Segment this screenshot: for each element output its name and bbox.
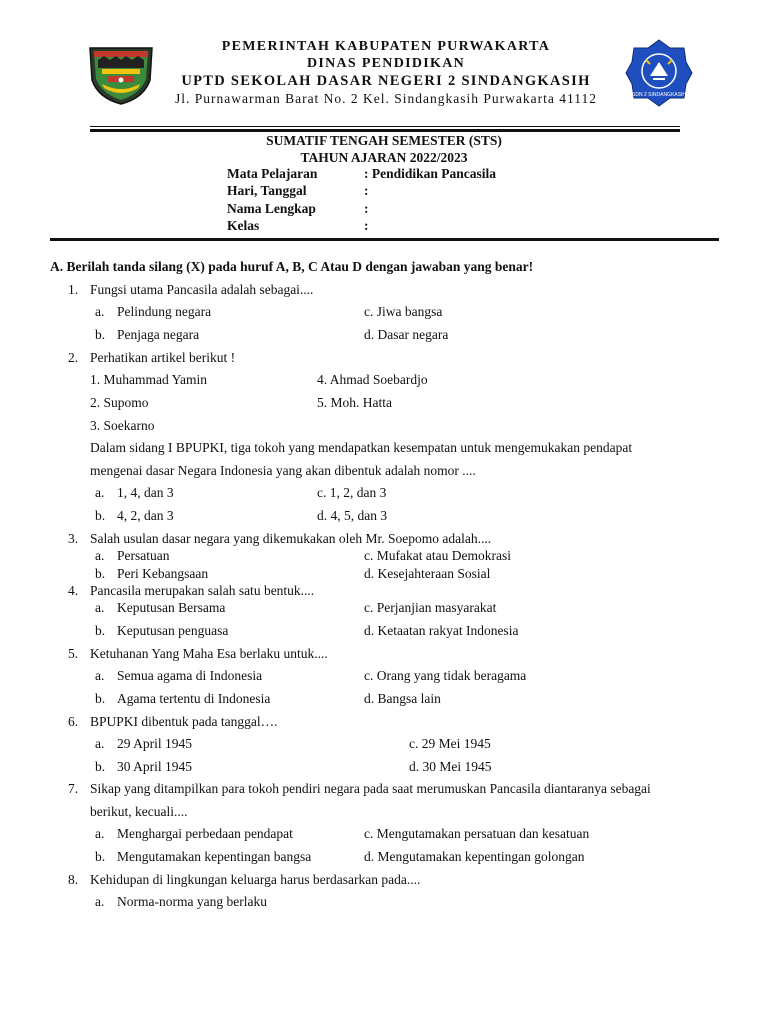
option-text: d. Kesejahteraan Sosial [364, 566, 491, 581]
option-text: Pelindung negara [117, 304, 212, 319]
letterhead-divider-thin [90, 126, 680, 127]
sdn2-sindangkasih-logo [624, 38, 694, 108]
field-value-date: : [364, 183, 369, 198]
question-text: Pancasila merupakan salah satu bentuk.... [90, 583, 315, 598]
option-text: Peri Kebangsaan [117, 566, 209, 581]
question-number: 3. [68, 531, 79, 546]
option-letter: b. [95, 623, 106, 638]
letterhead-school: UPTD SEKOLAH DASAR NEGERI 2 SINDANGKASIH [181, 73, 591, 89]
exam-title: SUMATIF TENGAH SEMESTER (STS) [266, 133, 502, 148]
option-text: c. Mufakat atau Demokrasi [364, 548, 511, 563]
field-label-date: Hari, Tanggal [227, 183, 307, 198]
question-text: Kehidupan di lingkungan keluarga harus berdasarkan pada.... [90, 872, 421, 887]
section-a-heading: A. Berilah tanda silang (X) pada huruf A, B, C Atau D dengan jawaban yang benar! [50, 259, 534, 274]
field-value-class: : [364, 218, 369, 233]
field-label-subject: Mata Pelajaran [227, 166, 318, 181]
option-letter: b. [95, 508, 106, 523]
option-text: Norma-norma yang berlaku [117, 894, 267, 909]
option-letter: b. [95, 691, 106, 706]
option-text: 4, 2, dan 3 [117, 508, 174, 523]
exam-year: TAHUN AJARAN 2022/2023 [300, 150, 468, 165]
option-text: d. 4, 5, dan 3 [317, 508, 388, 523]
option-letter: b. [95, 849, 106, 864]
question-text: BPUPKI dibentuk pada tanggal…. [90, 714, 278, 729]
option-text: Agama tertentu di Indonesia [117, 691, 271, 706]
option-text: Mengutamakan kepentingan bangsa [117, 849, 312, 864]
letterhead-government: PEMERINTAH KABUPATEN PURWAKARTA [221, 39, 551, 54]
option-text: 30 April 1945 [117, 759, 193, 774]
logo-right-text: SDN 2 SINDANGKASIH [632, 92, 686, 98]
question-text: Ketuhanan Yang Maha Esa berlaku untuk.... [90, 646, 328, 661]
option-text: Keputusan penguasa [117, 623, 229, 638]
option-letter: a. [95, 485, 105, 500]
field-label-class: Kelas [227, 218, 260, 233]
option-letter: b. [95, 566, 106, 581]
list-item: 2. Supomo [90, 395, 149, 410]
option-text: c. Jiwa bangsa [364, 304, 443, 319]
list-item: 4. Ahmad Soebardjo [317, 372, 428, 387]
option-text: 1, 4, dan 3 [117, 485, 174, 500]
question-number: 4. [68, 583, 79, 598]
letterhead-address: Jl. Purnawarman Barat No. 2 Kel. Sindangkasih Purwakarta 41112 [174, 91, 598, 106]
list-item: 3. Soekarno [90, 418, 155, 433]
question-text: berikut, kecuali.... [90, 804, 188, 819]
option-letter: a. [95, 600, 105, 615]
option-letter: a. [95, 736, 105, 751]
field-label-name: Nama Lengkap [227, 201, 316, 216]
option-text: d. Bangsa lain [364, 691, 441, 706]
letterhead-department: DINAS PENDIDIKAN [306, 56, 466, 71]
option-letter: a. [95, 894, 105, 909]
question-text: Fungsi utama Pancasila adalah sebagai.... [90, 282, 314, 297]
question-number: 8. [68, 872, 79, 887]
option-text: c. Perjanjian masyarakat [364, 600, 497, 615]
option-text: 29 April 1945 [117, 736, 193, 751]
field-value-name: : [364, 201, 369, 216]
option-text: Semua agama di Indonesia [117, 668, 263, 683]
option-text: Keputusan Bersama [117, 600, 226, 615]
option-text: d. Mengutamakan kepentingan golongan [364, 849, 585, 864]
question-text: Dalam sidang I BPUPKI, tiga tokoh yang mendapatkan kesempatan untuk mengemukakan pendapat [90, 440, 633, 455]
option-text: Penjaga negara [117, 327, 200, 342]
question-text: mengenai dasar Negara Indonesia yang akan dibentuk adalah nomor .... [90, 463, 476, 478]
option-text: d. Dasar negara [364, 327, 449, 342]
question-number: 7. [68, 781, 79, 796]
list-item: 1. Muhammad Yamin [90, 372, 208, 387]
option-letter: a. [95, 668, 105, 683]
question-text: Salah usulan dasar negara yang dikemukakan oleh Mr. Soepomo adalah.... [90, 531, 492, 546]
question-number: 5. [68, 646, 79, 661]
question-number: 6. [68, 714, 79, 729]
option-letter: b. [95, 327, 106, 342]
question-text: Sikap yang ditampilkan para tokoh pendiri negara pada saat merumuskan Pancasila diantaranya sebagai [90, 781, 651, 796]
question-number: 1. [68, 282, 79, 297]
option-letter: b. [95, 759, 106, 774]
option-text: c. 1, 2, dan 3 [317, 485, 387, 500]
option-text: d. Ketaatan rakyat Indonesia [364, 623, 519, 638]
question-number: 2. [68, 350, 79, 365]
option-letter: a. [95, 548, 105, 563]
option-text: c. Mengutamakan persatuan dan kesatuan [364, 826, 590, 841]
letterhead-divider-thick [90, 129, 680, 132]
option-text: d. 30 Mei 1945 [409, 759, 492, 774]
option-text: c. Orang yang tidak beragama [364, 668, 527, 683]
option-text: Persatuan [117, 548, 170, 563]
option-letter: a. [95, 304, 105, 319]
option-text: c. 29 Mei 1945 [409, 736, 491, 751]
list-item: 5. Moh. Hatta [317, 395, 392, 410]
section-divider [50, 238, 719, 241]
option-letter: a. [95, 826, 105, 841]
option-text: Menghargai perbedaan pendapat [117, 826, 293, 841]
field-value-subject: : Pendidikan Pancasila [364, 166, 497, 181]
question-text: Perhatikan artikel berikut ! [90, 350, 236, 365]
